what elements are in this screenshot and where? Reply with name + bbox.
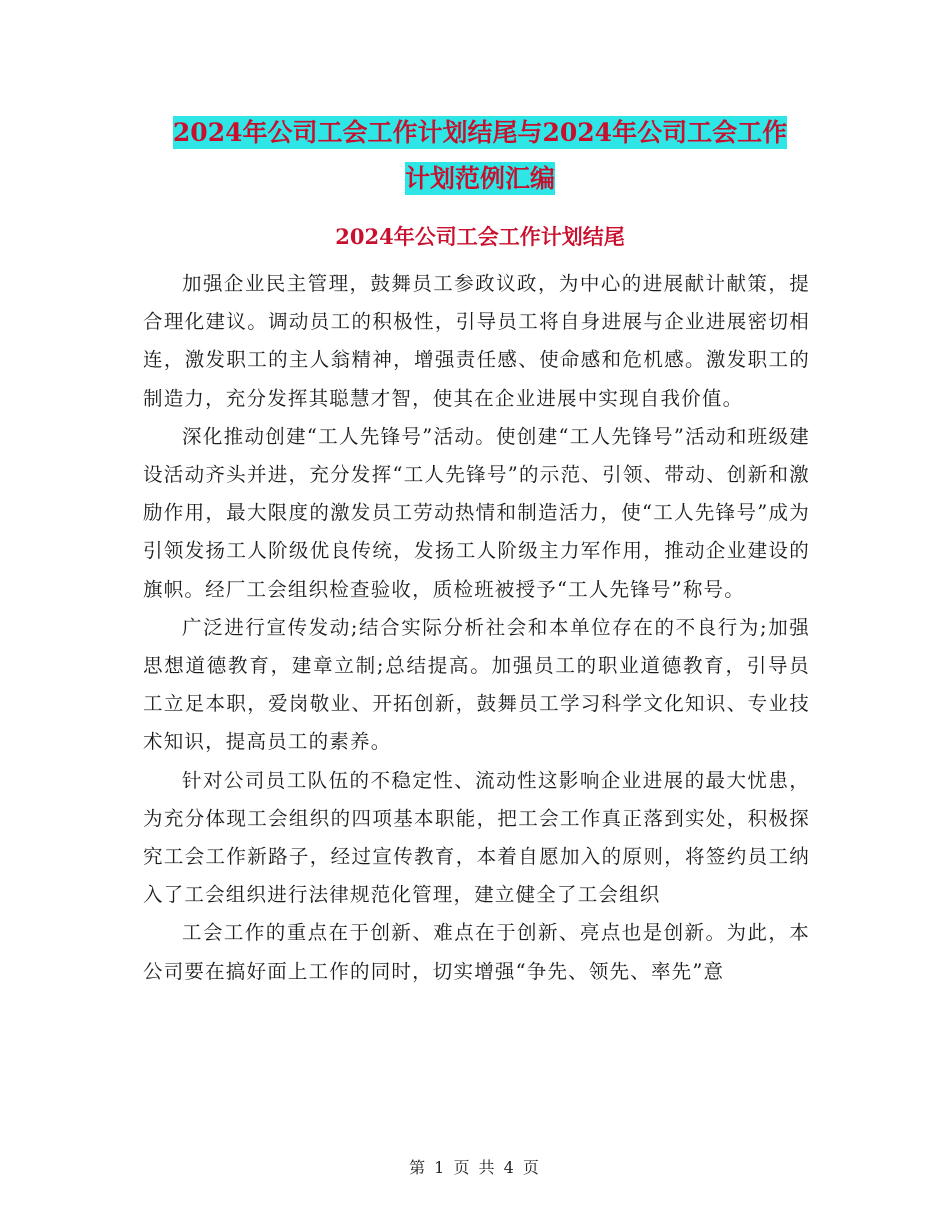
paragraph-2: 深化推动创建“工人先锋号”活动。使创建“工人先锋号”活动和班级建设活动齐头并进，充分发挥“工人先锋号”的示范、引领、带动、创新和激励作用，最大限度的激发员工劳动热情和制造活力，使“工人先锋号”成为引领发扬工人阶级优良传统，发扬工人阶级主力军作用，推动企业建设的旗帜。经厂工会组织检查验收，质检班被授予“工人先锋号”称号。 [143, 424, 810, 601]
paragraph-3: 广泛进行宣传发动;结合实际分析社会和本单位存在的不良行为;加强思想道德教育，建章立制;总结提高。加强员工的职业道德教育，引导员工立足本职，爱岗敬业、开拓创新，鼓舞员工学习科学文化知识、专业技术知识，提高员工的素养。 [143, 615, 810, 754]
paragraph-1: 加强企业民主管理，鼓舞员工参政议政，为中心的进展献计献策，提合理化建议。调动员工的积极性，引导员工将自身进展与企业进展密切相连，激发职工的主人翁精神，增强责任感、使命感和危机感。激发职工的制造力，充分发挥其聪慧才智，使其在企业进展中实现自我价值。 [143, 272, 810, 410]
page-number-footer: 第 1 页 共 4 页 [409, 1158, 541, 1177]
document-title-line-2: 计划范例汇编 [404, 164, 555, 193]
paragraph-4: 针对公司员工队伍的不稳定性、流动性这影响企业进展的最大忧患，为充分体现工会组织的四项基本职能，把工会工作真正落到实处，积极探究工会工作新路子，经过宣传教育，本着自愿加入的原则，将签约员工纳入了工会组织进行法律规范化管理，建立健全了工会组织 [143, 768, 810, 907]
paragraph-5: 工会工作的重点在于创新、难点在于创新、亮点也是创新。为此，本公司要在搞好面上工作的同时，切实增强“争先、领先、率先”意 [143, 921, 810, 983]
document-body [143, 265, 810, 991]
document-title [140, 110, 820, 202]
section-title: 2024年公司工会工作计划结尾 [335, 224, 625, 249]
document-title-line-1: 2024年公司工会工作计划结尾与2024年公司工会工作 [172, 118, 788, 147]
